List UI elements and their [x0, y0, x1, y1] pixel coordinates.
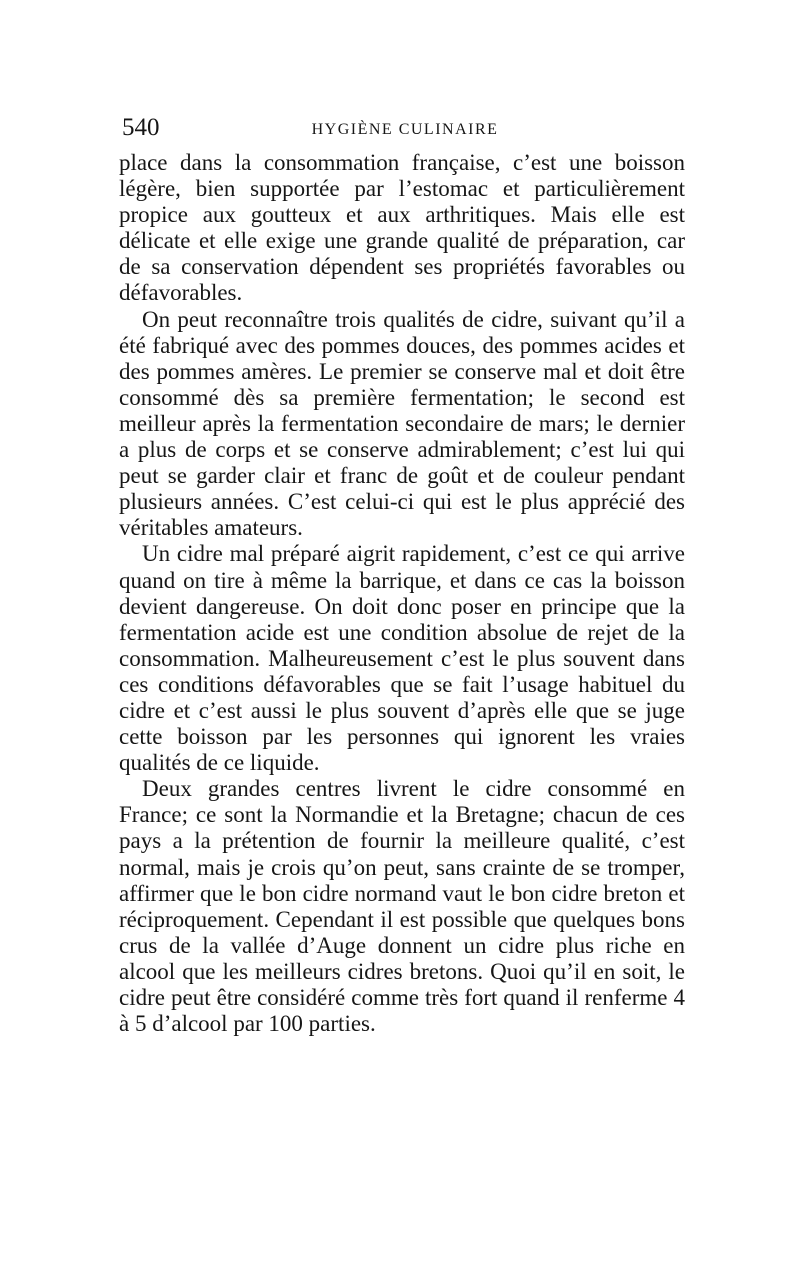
- paragraph-continuation: place dans la consommation française, c’est une boisson légère, bien supportée par l’estomac et particulièrement propice aux goutteux et aux arthritiques. Mais elle est délicate et elle exige une grande qualité de préparation, car de sa conservation dépendent ses propriétés favorables ou défavorables.: [119, 150, 685, 306]
- paragraph-bad-cider: Un cidre mal préparé aigrit rapidement, c’est ce qui arrive quand on tire à même la barrique, et dans ce cas la boisson devient dangereuse. On doit donc poser en principe que la fermentation acide est une condition absolue de rejet de la consommation. Malheureusement c’est le plus souvent dans ces conditions défavorables que se fait l’usage habituel du cidre et c’est aussi le plus souvent d’après elle que se juge cette boisson par les personnes qui ignorent les vraies qualités de ce liquide.: [119, 541, 685, 776]
- running-title: HYGIÈNE CULINAIRE: [311, 121, 499, 138]
- paragraph-production-centres: Deux grandes centres livrent le cidre consommé en France; ce sont la Normandie et la Bretagne; chacun de ces pays a la prétention de fournir la meilleure qualité, c’est normal, mais je crois qu’on peut, sans crainte de se tromper, affirmer que le bon cidre normand vaut le bon cidre breton et réciproquement. Cependant il est possible que quelques bons crus de la vallée d’Auge donnent un cidre plus riche en alcool que les meilleurs cidres bretons. Quoi qu’il en soit, le cidre peut être considéré comme très fort quand il renferme 4 à 5 d’alcool par 100 parties.: [119, 776, 685, 1037]
- page-header: [122, 112, 688, 144]
- page-number: 540: [122, 114, 160, 141]
- paragraph-cider-qualities: On peut reconnaître trois qualités de cidre, suivant qu’il a été fabriqué avec des pommes douces, des pommes acides et des pommes amères. Le premier se conserve mal et doit être consommé dès sa première fermentation; le second est meilleur après la fermentation secondaire de mars; le dernier a plus de corps et se conserve admirablement; c’est lui qui peut se garder clair et franc de goût et de couleur pendant plusieurs années. C’est celui-ci qui est le plus apprécié des véritables amateurs.: [119, 306, 685, 541]
- body-text: [119, 150, 685, 1037]
